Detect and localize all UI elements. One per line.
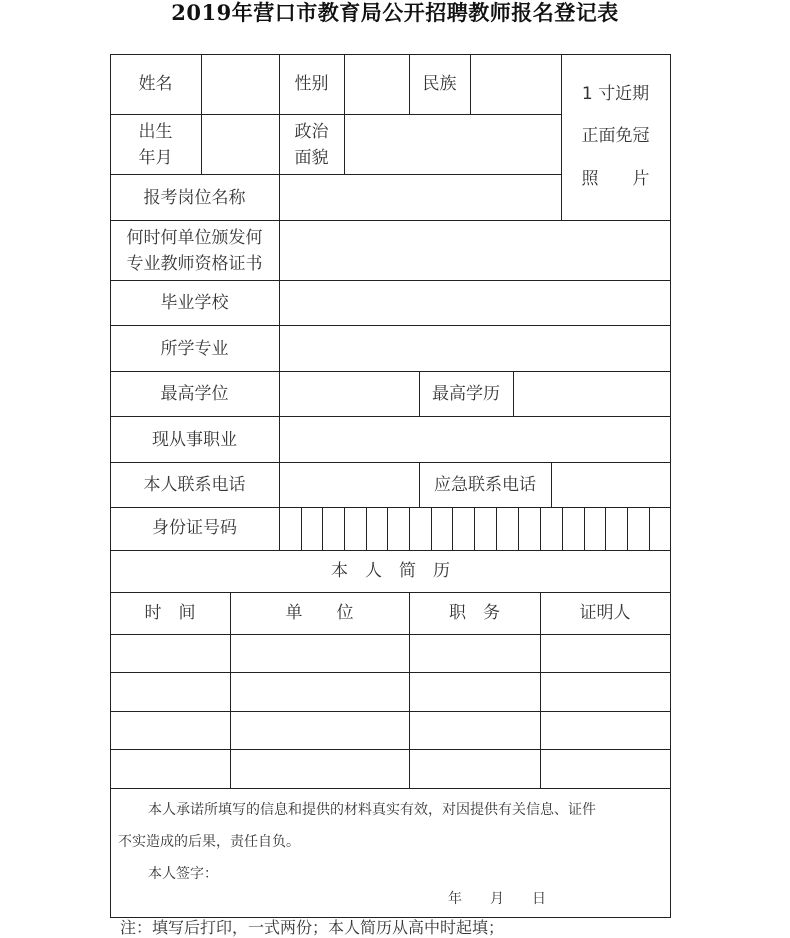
label-position: 报考岗位名称 [143, 188, 246, 208]
form-title: 2019年营口市教育局公开招聘教师报名登记表 [171, 0, 619, 25]
photo-line2: 正面免冠 [581, 126, 650, 146]
label-political-line1: 政治 [294, 122, 329, 142]
label-emergency-phone: 应急联系电话 [434, 475, 536, 495]
pledge-text-line1: 本人承诺所填写的信息和提供的材料真实有效，对因提供有关信息、证件 [148, 802, 596, 818]
photo-line1: 1 寸近期 [581, 84, 650, 104]
label-political-line2: 面貌 [294, 148, 329, 168]
label-cert-line2: 专业教师资格证书 [126, 254, 263, 274]
label-major: 所学专业 [160, 339, 229, 359]
label-birth-line2: 年月 [138, 148, 173, 168]
signature-date: 年 月 日 [448, 891, 546, 907]
label-gender: 性别 [294, 74, 329, 94]
resume-header: 本 人 简 历 [331, 561, 450, 581]
footnote: 注：填写后打印，一式两份；本人简历从高中时起填； [120, 918, 505, 937]
photo-line3: 照 片 [581, 169, 650, 189]
label-occupation: 现从事职业 [152, 430, 237, 450]
label-birth-line1: 出生 [138, 122, 173, 142]
label-degree: 最高学位 [160, 384, 229, 404]
pledge-text-line2: 不实造成的后果，责任自负。 [118, 834, 300, 850]
resume-col-title: 职 务 [449, 603, 500, 623]
signature-label: 本人签字： [148, 866, 218, 882]
label-id-number: 身份证号码 [152, 518, 237, 538]
resume-col-witness: 证明人 [579, 603, 631, 623]
label-phone: 本人联系电话 [143, 475, 246, 495]
label-education: 最高学历 [432, 384, 500, 404]
resume-col-time: 时 间 [144, 603, 196, 623]
label-ethnicity: 民族 [422, 74, 457, 94]
label-school: 毕业学校 [160, 293, 229, 313]
label-name: 姓名 [138, 74, 173, 94]
resume-col-unit: 单 位 [285, 603, 354, 623]
label-cert-line1: 何时何单位颁发何 [126, 228, 263, 248]
